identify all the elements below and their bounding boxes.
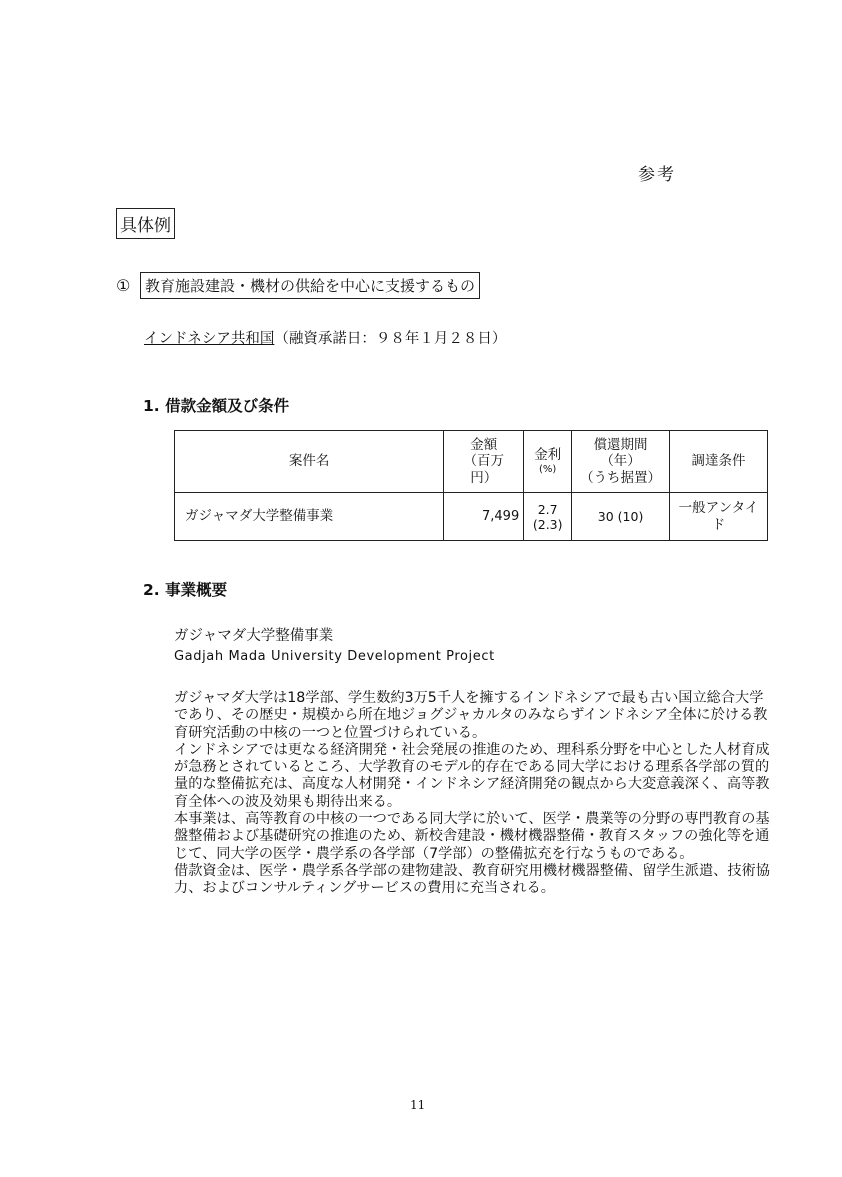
- reference-label: 参考: [638, 165, 676, 185]
- row-rate-value: 2.7: [537, 501, 558, 517]
- project-name-jp: ガジャマダ大学整備事業: [174, 628, 334, 644]
- table-header-row: [175, 431, 768, 493]
- row-procurement: [669, 493, 767, 541]
- col-rate-unit: (%): [539, 463, 557, 475]
- commitment-date: （融資承諾日：９８年１月２８日）: [274, 331, 507, 347]
- example-label: 具体例: [116, 208, 175, 239]
- row-name: ガジャマダ大学整備事業: [175, 493, 444, 541]
- col-amount-label: 金額: [470, 437, 498, 454]
- section-title: 教育施設建設・機材の供給を中心に支援するもの: [140, 272, 480, 299]
- col-term: [572, 431, 670, 493]
- country-line: [144, 327, 506, 348]
- col-term-unit: （年）: [600, 453, 641, 470]
- table-row: [175, 493, 768, 541]
- description-paragraph: 借款資金は、医学・農学系各学部の建物建設、教育研究用機材機器整備、留学生派遣、技術協力、およびコンサルティングサービスの費用に充当される。: [174, 862, 770, 897]
- page-number: 11: [410, 1098, 426, 1112]
- description-paragraph: 本事業は、高等教育の中核の一つである同大学に於いて、医学・農業等の分野の専門教育の基盤整備および基礎研究の推進のため、新校舎建設・機材機器整備・教育スタッフの強化等を通じて、同大学の医学・農学系の各学部（7学部）の整備拡充を行なうものである。: [174, 811, 770, 862]
- row-amount: 7,499: [444, 493, 524, 541]
- col-procurement: 調達条件: [669, 431, 767, 493]
- col-term-grace: （うち据置）: [580, 469, 662, 486]
- country-name: インドネシア共和国: [144, 331, 275, 347]
- project-description: [174, 690, 774, 898]
- col-rate-label: 金利: [534, 447, 562, 464]
- row-rate-sub: (2.3): [532, 516, 563, 532]
- col-rate: [524, 431, 572, 493]
- description-paragraph: ガジャマダ大学は18学部、学生数約3万5千人を擁するインドネシアで最も古い国立総合大学であり、その歴史・規模から所在地ジョグジャカルタのみならずインドネシア全体に於ける教育研究活動の中核の一つと位置づけられている。: [174, 690, 768, 741]
- project-name-en: Gadjah Mada University Development Project: [174, 649, 495, 664]
- section-number: ①: [116, 276, 131, 295]
- overview-heading: 2. 事業概要: [143, 581, 228, 599]
- row-procurement-text: 一般アンタイド: [678, 500, 759, 533]
- col-amount: [444, 431, 524, 493]
- col-term-label: 償還期間: [593, 437, 648, 454]
- loan-table: [174, 430, 768, 541]
- description-paragraph: インドネシアでは更なる経済開発・社会発展の推進のため、理科系分野を中心とした人材育成が急務とされているところ、大学教育のモデル的存在である同大学における理系各学部の質的量的な整備拡充は、高度な人材開発・インドネシア経済開発の観点から大変意義深く、高等教育全体への波及効果も期待出来る。: [174, 741, 770, 810]
- col-name: 案件名: [175, 431, 444, 493]
- col-amount-unit: （百万円）: [463, 453, 504, 486]
- row-rate: [524, 493, 572, 541]
- loan-heading: 1. 借款金額及び条件: [143, 397, 290, 415]
- row-term: 30 (10): [572, 493, 670, 541]
